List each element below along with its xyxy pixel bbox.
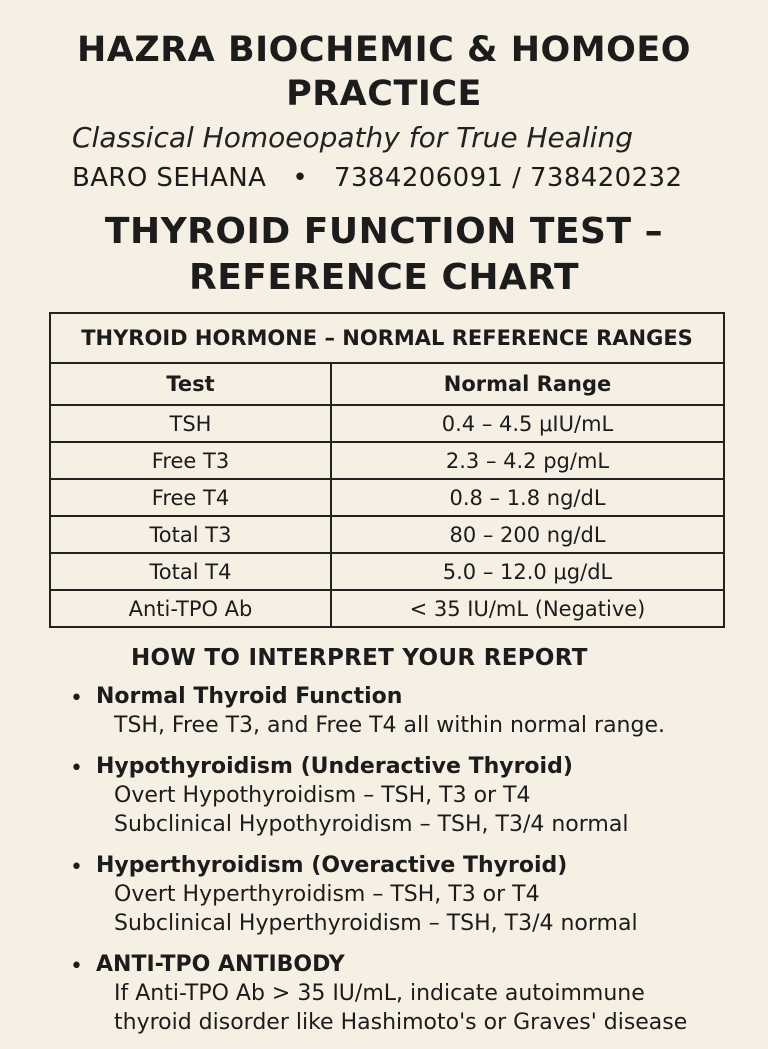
item-detail: Overt Hypothyroidism – TSH, T3 or T4 [114,783,531,808]
range-cell: 80 – 200 ng/dL [331,516,724,553]
list-item-hyperthyroidism [70,851,768,938]
test-name-cell: Total T4 [50,553,331,590]
item-detail: If Anti-TPO Ab > 35 IU/mL, indicate autoimmune [114,981,645,1006]
column-header-range: Normal Range [331,363,724,405]
item-detail: Subclinical Hyperthyroidism – TSH, T3/4 normal [114,911,638,936]
contact-info: BARO SEHANA • 7384206091 / 738420232 [72,163,683,193]
item-detail: Overt Hyperthyroidism – TSH, T3 or T4 [114,882,540,907]
item-heading: ANTI-TPO ANTIBODY [96,952,345,977]
chart-title-line1: THYROID FUNCTION TEST – [104,211,664,252]
test-name-cell: Free T3 [50,442,331,479]
interpret-section-title: HOW TO INTERPRET YOUR REPORT [131,645,588,671]
table-row [50,553,724,590]
bullet-icon: • [70,686,83,711]
item-detail: TSH, Free T3, and Free T4 all within normal range. [114,713,665,738]
range-cell: 0.4 – 4.5 μIU/mL [331,405,724,442]
test-name-cell: Free T4 [50,479,331,516]
column-header-test: Test [50,363,331,405]
clinic-name-line1: HAZRA BIOCHEMIC & HOMOEO [76,30,692,70]
list-item-hypothyroidism [70,752,768,839]
range-cell: 5.0 – 12.0 μg/dL [331,553,724,590]
test-name-cell: TSH [50,405,331,442]
range-cell: < 35 IU/mL (Negative) [331,590,724,627]
table-row [50,516,724,553]
item-heading: Hypothyroidism (Underactive Thyroid) [96,754,573,779]
item-detail: thyroid disorder like Hashimoto's or Graves' disease [114,1010,688,1035]
interpret-list [70,682,768,1049]
chart-title-line2: REFERENCE CHART [188,257,580,298]
range-cell: 2.3 – 4.2 pg/mL [331,442,724,479]
table-row [50,479,724,516]
item-heading: Normal Thyroid Function [96,684,403,709]
tagline: Classical Homoeopathy for True Healing [72,121,633,154]
range-cell: 0.8 – 1.8 ng/dL [331,479,724,516]
clinic-name [0,28,768,116]
chart-title [0,209,768,301]
clinic-name-line2: PRACTICE [286,74,482,114]
bullet-icon: • [70,756,83,781]
item-heading: Hyperthyroidism (Overactive Thyroid) [96,853,568,878]
table-row [50,590,724,627]
test-name-cell: Total T3 [50,516,331,553]
reference-table [49,312,725,628]
test-name-cell: Anti-TPO Ab [50,590,331,627]
table-row [50,405,724,442]
list-item-normal [70,682,768,740]
table-row [50,442,724,479]
bullet-icon: • [70,855,83,880]
bullet-icon: • [70,954,83,979]
table-caption: THYROID HORMONE – NORMAL REFERENCE RANGES [50,313,724,363]
item-detail: Subclinical Hypothyroidism – TSH, T3/4 normal [114,812,629,837]
